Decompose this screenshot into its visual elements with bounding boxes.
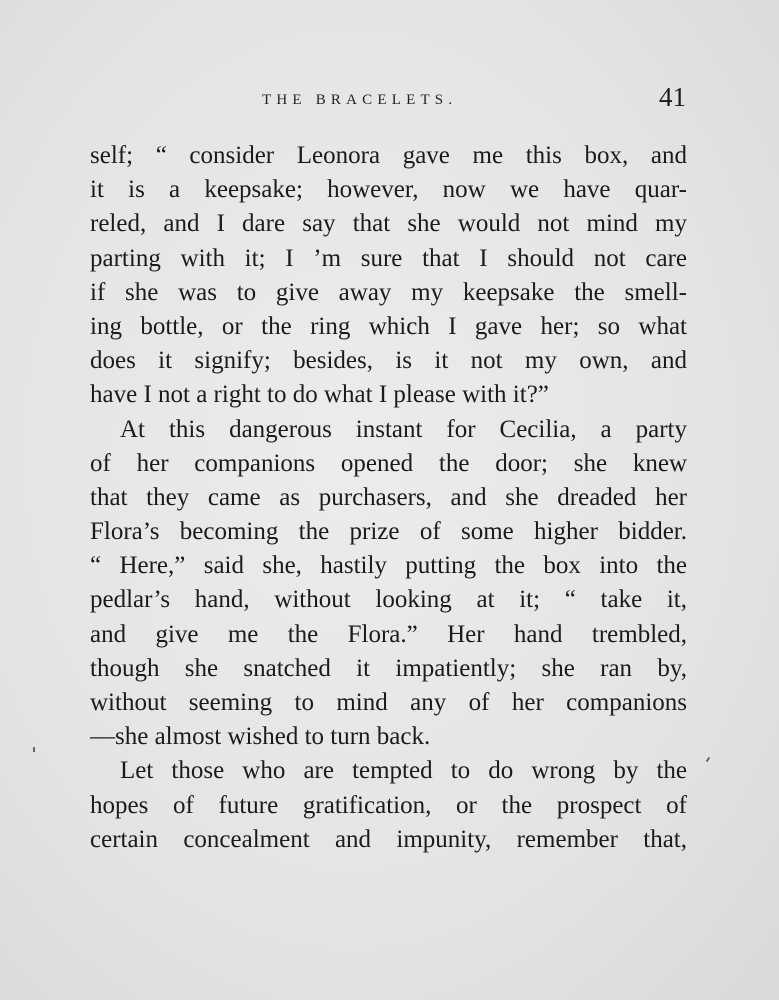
text-line: and give me the Flora.” Her hand trembled,: [90, 620, 687, 648]
paragraph-start-line: Let those who are tempted to do wrong by the: [120, 757, 687, 785]
paper-speck: [33, 747, 35, 752]
text-line: does it signify; besides, is it not my own, and: [90, 347, 687, 375]
text-line: it is a keepsake; however, now we have quar-: [90, 176, 687, 204]
text-line: ing bottle, or the ring which I gave her; so what: [90, 312, 687, 340]
text-line: —she almost wished to turn back.: [90, 723, 431, 751]
page-number: 41: [659, 82, 686, 112]
running-title: THE BRACELETS.: [262, 92, 458, 108]
paper-speck: [706, 757, 711, 762]
text-line: reled, and I dare say that she would not mind my: [90, 210, 687, 238]
text-line: though she snatched it impatiently; she ran by,: [90, 654, 687, 682]
text-line: parting with it; I ’m sure that I should not care: [90, 244, 687, 272]
text-line: of her companions opened the door; she knew: [90, 449, 687, 477]
text-line: without seeming to mind any of her companions: [90, 689, 687, 716]
text-line: pedlar’s hand, without looking at it; “ take it,: [90, 586, 687, 614]
text-line: hopes of future gratification, or the prospect of: [90, 791, 687, 819]
text-line: if she was to give away my keepsake the smell-: [90, 278, 687, 306]
text-line: have I not a right to do what I please with it?”: [90, 381, 549, 409]
text-line: Flora’s becoming the prize of some higher bidder.: [90, 518, 687, 546]
text-line: that they came as purchasers, and she dreaded her: [90, 483, 687, 511]
paragraph-start-line: At this dangerous instant for Cecilia, a party: [120, 415, 687, 443]
text-line: “ Here,” said she, hastily putting the box into the: [90, 552, 687, 580]
body-text: [90, 139, 687, 857]
page-header: [90, 84, 690, 120]
text-line: self; “ consider Leonora gave me this box, and: [90, 142, 687, 169]
text-line: certain concealment and impunity, remember that,: [90, 825, 687, 853]
